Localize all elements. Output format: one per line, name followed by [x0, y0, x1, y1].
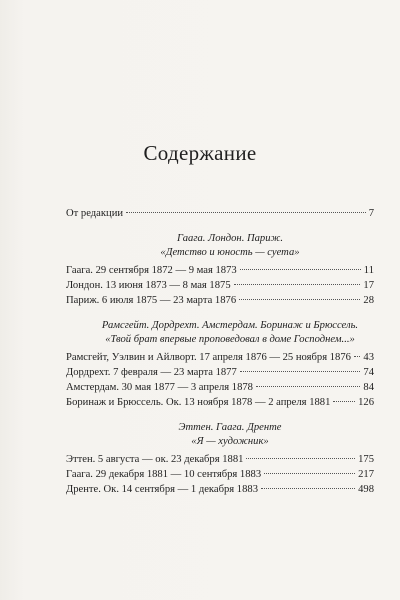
toc-entry-label: Эттен. 5 августа — ок. 23 декабря 1881: [66, 454, 244, 465]
toc-entry-page: 28: [363, 295, 374, 306]
toc-entry: [66, 395, 374, 410]
toc-entry-label: Амстердам. 30 мая 1877 — 3 апреля 1878: [66, 382, 253, 393]
toc-entry: [66, 293, 374, 308]
dot-leader: [264, 473, 355, 474]
section-places: Гаага. Лондон. Париж.: [176, 233, 284, 244]
dot-leader: [333, 401, 355, 402]
toc-entry-label: От редакции: [66, 208, 124, 219]
toc-entry: [66, 365, 374, 380]
dot-leader: [354, 356, 360, 357]
toc-entry-label: Гаага. 29 сентября 1872 — 9 мая 1873: [66, 265, 237, 276]
toc-entry-label: Рамсгейт, Уэлвин и Айлворт. 17 апреля 1876 — 25 ноября 1876: [66, 352, 351, 363]
toc-entry-label: Лондон. 13 июня 1873 — 8 мая 1875: [66, 280, 231, 291]
toc-entry-page: 43: [363, 352, 374, 363]
section-subtitle: «Я — художник»: [191, 436, 269, 447]
toc-entry: [66, 263, 374, 278]
toc-entry-label: Гаага. 29 декабря 1881 — 10 сентября 1883: [66, 469, 262, 480]
section-places: Рамсгейт. Дордрехт. Амстердам. Боринаж и Брюссель.: [101, 320, 359, 331]
section-subtitle: «Детство и юность — суета»: [160, 247, 300, 258]
toc-entry: [66, 350, 374, 365]
dot-leader: [234, 284, 361, 285]
toc-entry-label: Дренте. Ок. 14 сентября — 1 декабря 1883: [66, 484, 258, 495]
toc-entry-page: 126: [358, 397, 374, 408]
toc-entry-page: 7: [368, 208, 374, 219]
toc-entry-page: 74: [363, 367, 374, 378]
toc-entry-page: 217: [358, 469, 374, 480]
dot-leader: [256, 386, 360, 387]
toc-entry: [66, 452, 374, 467]
dot-leader: [261, 488, 355, 489]
toc-entry-page: 84: [363, 382, 374, 393]
toc-entry-label: Париж. 6 июля 1875 — 23 марта 1876: [66, 295, 237, 306]
page-title: Содержание: [143, 141, 257, 165]
toc-entry: [66, 467, 374, 482]
table-of-contents: [66, 206, 374, 497]
toc-entry: [66, 482, 374, 497]
toc-entry-page: 11: [363, 265, 374, 276]
toc-entry: [66, 380, 374, 395]
dot-leader: [240, 371, 361, 372]
toc-entry: [66, 278, 374, 293]
section-subtitle: «Твой брат впервые проповедовал в доме Господнем...»: [105, 334, 355, 345]
toc-entry-page: 175: [358, 454, 374, 465]
toc-entry-page: 498: [358, 484, 374, 495]
toc-entry: [66, 206, 374, 221]
section-places: Эттен. Гаага. Дренте: [178, 422, 282, 433]
dot-leader: [240, 269, 361, 270]
dot-leader: [239, 299, 360, 300]
dot-leader: [126, 212, 366, 213]
toc-entry-page: 17: [363, 280, 374, 291]
toc-entry-label: Боринаж и Брюссель. Ок. 13 ноября 1878 — 2 апреля 1881: [66, 397, 331, 408]
dot-leader: [246, 458, 355, 459]
toc-entry-label: Дордрехт. 7 февраля — 23 марта 1877: [66, 367, 237, 378]
